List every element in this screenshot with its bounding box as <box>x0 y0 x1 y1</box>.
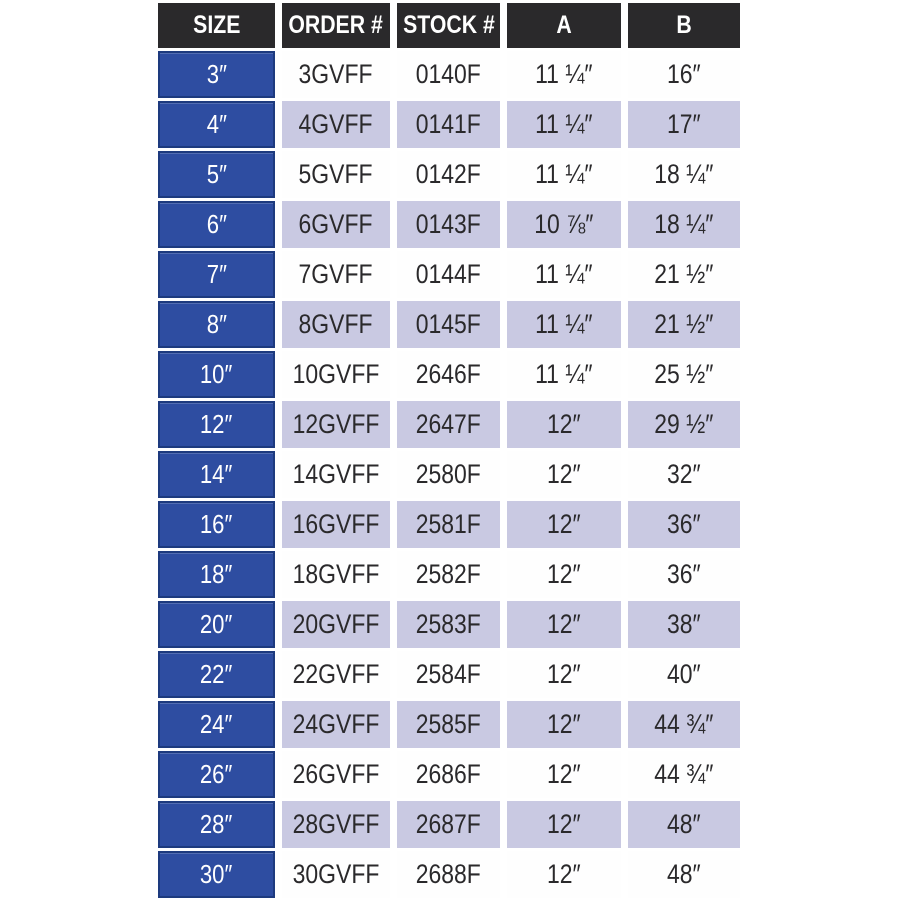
header-cell-stock-label: STOCK # <box>402 11 495 39</box>
size-cell-label: 8″ <box>206 309 227 339</box>
b-cell-label: 36″ <box>667 509 701 539</box>
size-cell-label: 22″ <box>200 659 233 689</box>
order-cell <box>282 251 390 298</box>
size-cell-label: 18″ <box>200 559 233 589</box>
b-cell <box>628 651 740 698</box>
a-cell <box>507 51 621 98</box>
b-cell-label: 48″ <box>667 809 701 839</box>
a-cell <box>507 551 621 598</box>
order-cell-label: 20GVFF <box>292 609 380 639</box>
b-cell-label: 48″ <box>667 859 701 889</box>
a-cell <box>507 101 621 148</box>
b-cell <box>628 501 740 548</box>
b-cell-label: 21 ½″ <box>654 309 714 339</box>
stock-cell <box>397 251 500 298</box>
b-cell-label: 21 ½″ <box>654 259 714 289</box>
a-cell-label: 12″ <box>547 759 581 789</box>
order-cell-label: 18GVFF <box>292 559 380 589</box>
order-cell <box>282 801 390 848</box>
order-cell <box>282 101 390 148</box>
stock-cell-label: 2687F <box>415 809 482 839</box>
size-cell <box>158 51 275 98</box>
a-cell <box>507 601 621 648</box>
a-cell-label: 12″ <box>547 809 581 839</box>
size-cell-label: 24″ <box>200 709 233 739</box>
stock-cell-label: 2686F <box>415 759 482 789</box>
order-cell <box>282 601 390 648</box>
b-cell-label: 44 ¾″ <box>654 709 714 739</box>
size-cell <box>158 401 275 448</box>
stock-cell <box>397 51 500 98</box>
order-cell-label: 24GVFF <box>292 709 380 739</box>
a-cell-label: 12″ <box>547 709 581 739</box>
order-cell-label: 6GVFF <box>299 209 373 239</box>
size-cell <box>158 201 275 248</box>
size-cell-label: 16″ <box>200 509 233 539</box>
order-cell-label: 30GVFF <box>292 859 380 889</box>
stock-cell <box>397 501 500 548</box>
stock-cell <box>397 301 500 348</box>
order-cell <box>282 751 390 798</box>
b-cell-label: 29 ½″ <box>654 409 714 439</box>
size-cell <box>158 851 275 898</box>
b-cell <box>628 801 740 848</box>
size-cell-label: 28″ <box>200 809 233 839</box>
size-cell-label: 12″ <box>200 409 233 439</box>
size-cell-label: 4″ <box>206 109 227 139</box>
stock-cell <box>397 651 500 698</box>
b-cell <box>628 401 740 448</box>
a-cell <box>507 451 621 498</box>
size-cell-label: 10″ <box>200 359 233 389</box>
stock-cell-label: 0142F <box>415 159 482 189</box>
header-cell-a-label: A <box>556 11 572 39</box>
size-cell <box>158 801 275 848</box>
order-cell-label: 16GVFF <box>292 509 380 539</box>
a-cell-label: 12″ <box>547 509 581 539</box>
stock-cell-label: 0141F <box>415 109 482 139</box>
order-cell <box>282 551 390 598</box>
stock-cell <box>397 851 500 898</box>
a-cell-label: 11 ¼″ <box>535 259 593 289</box>
b-cell-label: 18 ¼″ <box>654 209 714 239</box>
a-cell-label: 11 ¼″ <box>535 309 593 339</box>
stock-cell <box>397 551 500 598</box>
a-cell <box>507 251 621 298</box>
stock-cell-label: 2688F <box>415 859 482 889</box>
b-cell-label: 25 ½″ <box>654 359 714 389</box>
order-cell <box>282 851 390 898</box>
b-cell <box>628 601 740 648</box>
stock-cell <box>397 151 500 198</box>
size-cell <box>158 701 275 748</box>
b-cell-label: 18 ¼″ <box>654 159 714 189</box>
b-cell <box>628 851 740 898</box>
order-cell-label: 5GVFF <box>299 159 373 189</box>
b-cell <box>628 551 740 598</box>
a-cell-label: 12″ <box>547 559 581 589</box>
b-cell <box>628 101 740 148</box>
a-cell-label: 11 ¼″ <box>535 59 593 89</box>
stock-cell-label: 2581F <box>415 509 482 539</box>
order-cell-label: 22GVFF <box>292 659 380 689</box>
size-cell-label: 3″ <box>206 59 227 89</box>
size-cell-label: 20″ <box>200 609 233 639</box>
order-cell-label: 3GVFF <box>299 59 373 89</box>
size-cell <box>158 601 275 648</box>
b-cell-label: 32″ <box>667 459 701 489</box>
product-spec-table <box>158 3 740 898</box>
stock-cell-label: 2580F <box>415 459 482 489</box>
b-cell <box>628 701 740 748</box>
order-cell-label: 7GVFF <box>299 259 373 289</box>
header-cell-b <box>628 3 740 48</box>
size-cell <box>158 501 275 548</box>
a-cell <box>507 501 621 548</box>
a-cell-label: 10 ⅞″ <box>534 209 594 239</box>
stock-cell <box>397 801 500 848</box>
b-cell-label: 40″ <box>667 659 701 689</box>
size-cell <box>158 351 275 398</box>
order-cell-label: 8GVFF <box>299 309 373 339</box>
a-cell <box>507 851 621 898</box>
order-cell <box>282 301 390 348</box>
stock-cell <box>397 751 500 798</box>
b-cell <box>628 301 740 348</box>
stock-cell-label: 2585F <box>415 709 482 739</box>
order-cell <box>282 351 390 398</box>
a-cell-label: 12″ <box>547 459 581 489</box>
a-cell-label: 11 ¼″ <box>535 159 593 189</box>
b-cell <box>628 51 740 98</box>
a-cell-label: 11 ¼″ <box>535 359 593 389</box>
order-cell-label: 14GVFF <box>292 459 380 489</box>
a-cell-label: 12″ <box>547 409 581 439</box>
stock-cell-label: 2583F <box>415 609 482 639</box>
a-cell-label: 12″ <box>547 859 581 889</box>
header-cell-order <box>282 3 390 48</box>
size-cell <box>158 301 275 348</box>
a-cell <box>507 301 621 348</box>
a-cell-label: 12″ <box>547 609 581 639</box>
b-cell <box>628 451 740 498</box>
a-cell <box>507 751 621 798</box>
stock-cell <box>397 601 500 648</box>
a-cell <box>507 801 621 848</box>
header-cell-order-label: ORDER # <box>288 11 384 39</box>
b-cell <box>628 201 740 248</box>
stock-cell-label: 0140F <box>415 59 482 89</box>
b-cell <box>628 251 740 298</box>
stock-cell <box>397 401 500 448</box>
stock-cell-label: 0145F <box>415 309 482 339</box>
stock-cell-label: 2584F <box>415 659 482 689</box>
b-cell <box>628 351 740 398</box>
header-cell-size-label: SIZE <box>192 11 241 39</box>
size-cell <box>158 551 275 598</box>
b-cell-label: 44 ¾″ <box>654 759 714 789</box>
stock-cell <box>397 451 500 498</box>
order-cell <box>282 51 390 98</box>
order-cell <box>282 401 390 448</box>
a-cell <box>507 151 621 198</box>
order-cell <box>282 651 390 698</box>
b-cell <box>628 151 740 198</box>
stock-cell-label: 2582F <box>415 559 482 589</box>
size-cell-label: 26″ <box>200 759 233 789</box>
stock-cell-label: 0143F <box>415 209 482 239</box>
size-cell <box>158 751 275 798</box>
a-cell <box>507 201 621 248</box>
stock-cell-label: 0144F <box>415 259 482 289</box>
size-cell-label: 14″ <box>200 459 233 489</box>
size-cell <box>158 251 275 298</box>
b-cell-label: 17″ <box>667 109 701 139</box>
stock-cell <box>397 201 500 248</box>
order-cell <box>282 501 390 548</box>
stock-cell-label: 2647F <box>415 409 482 439</box>
size-cell <box>158 151 275 198</box>
order-cell <box>282 701 390 748</box>
size-cell <box>158 451 275 498</box>
stock-cell <box>397 101 500 148</box>
size-cell-label: 6″ <box>206 209 227 239</box>
header-cell-a <box>507 3 621 48</box>
order-cell-label: 28GVFF <box>292 809 380 839</box>
size-cell-label: 7″ <box>206 259 227 289</box>
size-cell-label: 30″ <box>200 859 233 889</box>
order-cell-label: 26GVFF <box>292 759 380 789</box>
a-cell <box>507 401 621 448</box>
header-cell-b-label: B <box>676 11 692 39</box>
stock-cell <box>397 701 500 748</box>
order-cell-label: 12GVFF <box>292 409 380 439</box>
a-cell <box>507 701 621 748</box>
stock-cell-label: 2646F <box>415 359 482 389</box>
order-cell <box>282 201 390 248</box>
b-cell-label: 36″ <box>667 559 701 589</box>
stock-cell <box>397 351 500 398</box>
size-cell <box>158 651 275 698</box>
order-cell-label: 10GVFF <box>292 359 380 389</box>
order-cell-label: 4GVFF <box>299 109 373 139</box>
order-cell <box>282 451 390 498</box>
b-cell-label: 38″ <box>667 609 701 639</box>
header-cell-stock <box>397 3 500 48</box>
a-cell-label: 11 ¼″ <box>535 109 593 139</box>
header-cell-size <box>158 3 275 48</box>
a-cell-label: 12″ <box>547 659 581 689</box>
b-cell <box>628 751 740 798</box>
a-cell <box>507 651 621 698</box>
size-cell-label: 5″ <box>206 159 227 189</box>
b-cell-label: 16″ <box>667 59 701 89</box>
a-cell <box>507 351 621 398</box>
size-cell <box>158 101 275 148</box>
order-cell <box>282 151 390 198</box>
